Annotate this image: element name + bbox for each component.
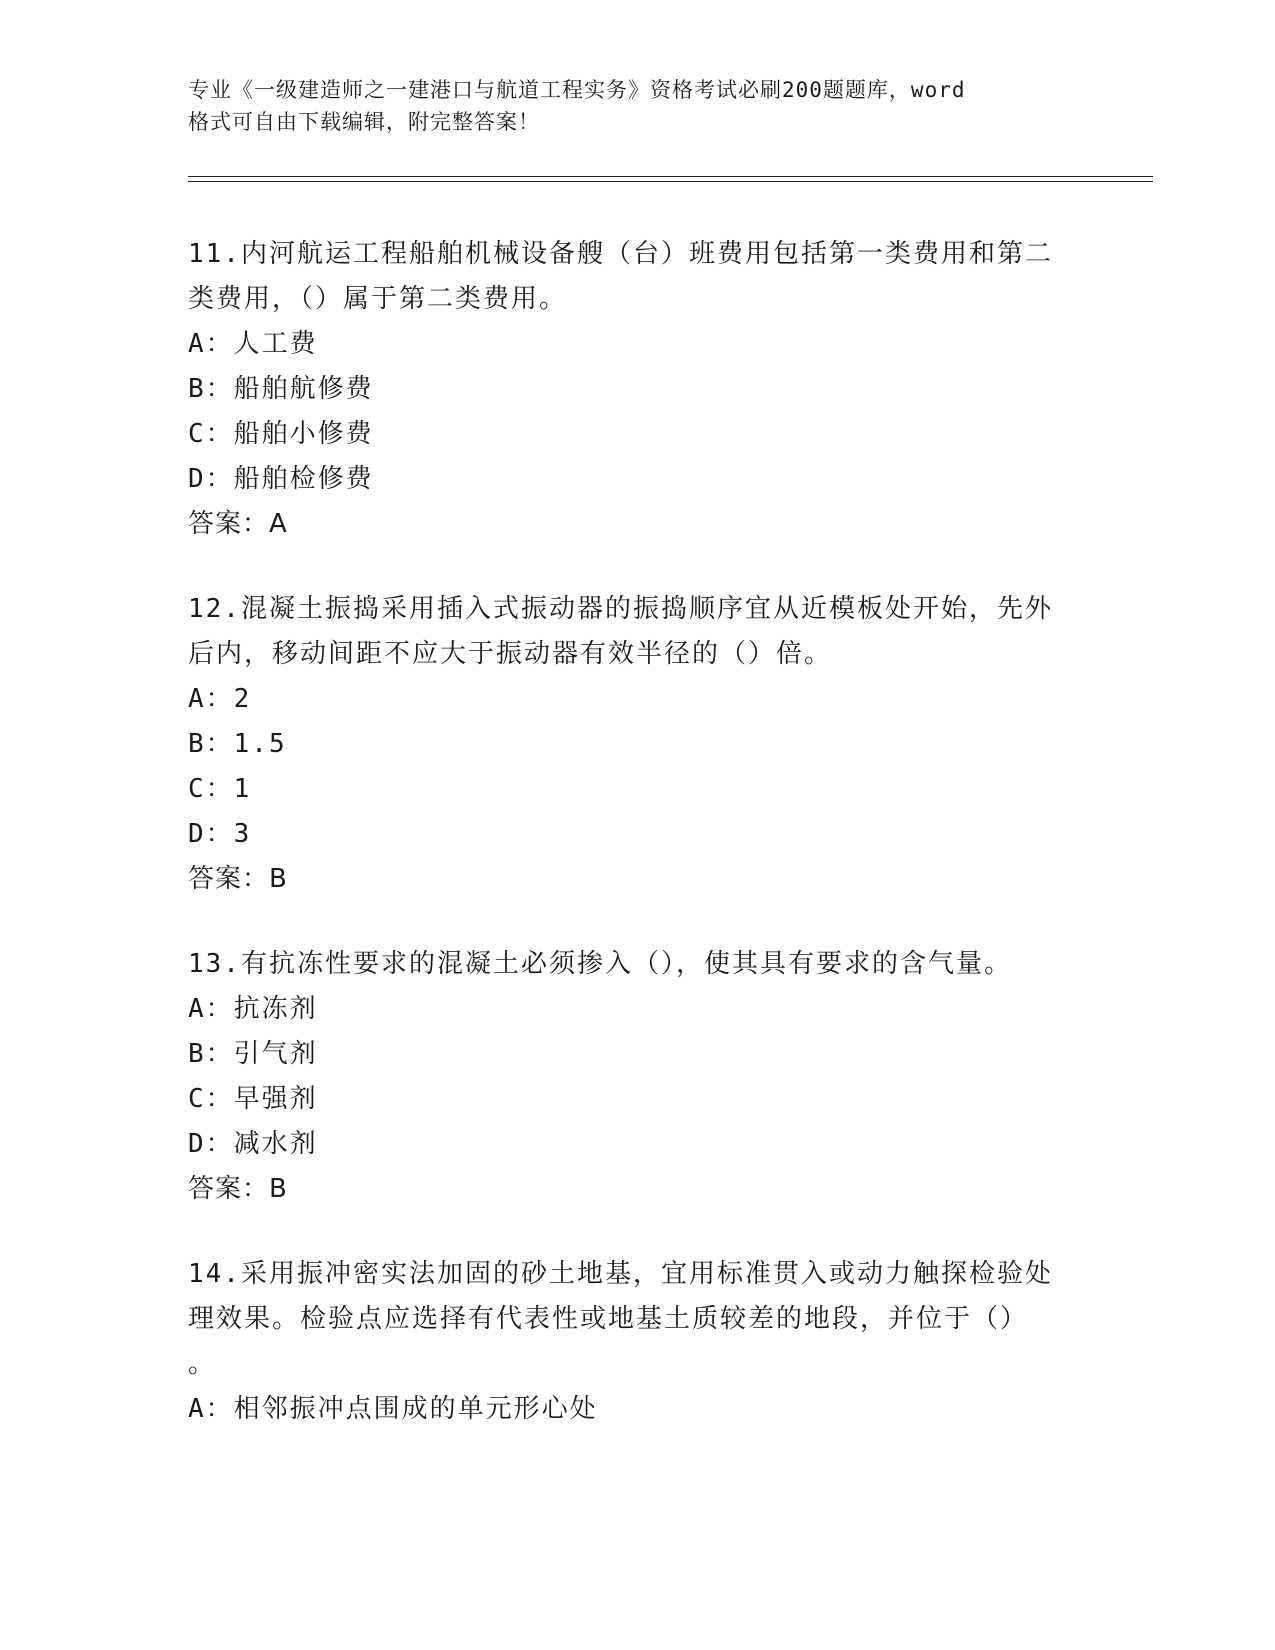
option-d: D：船舶检修费 bbox=[188, 464, 374, 494]
question-stem-line: 后内，移动间距不应大于振动器有效半径的（）倍。 bbox=[188, 639, 833, 669]
option-b: B：1.5 bbox=[188, 729, 287, 759]
question-stem bbox=[188, 232, 1088, 322]
question-list bbox=[188, 232, 1088, 1472]
option-d: D：减水剂 bbox=[188, 1129, 318, 1159]
question-stem-line: 理效果。检验点应选择有代表性或地基土质较差的地段，并位于（） bbox=[188, 1304, 1029, 1334]
answer-label: 答案：B bbox=[188, 864, 288, 894]
question-stem bbox=[188, 942, 1088, 987]
question-stem-line: 类费用，（）属于第二类费用。 bbox=[188, 284, 568, 314]
option-c: C：早强剂 bbox=[188, 1084, 318, 1114]
question-13 bbox=[188, 942, 1088, 1212]
option-b: B：船舶航修费 bbox=[188, 374, 374, 404]
option-a: A：抗冻剂 bbox=[188, 994, 318, 1024]
question-stem bbox=[188, 587, 1088, 677]
option-a: A：人工费 bbox=[188, 329, 318, 359]
question-stem-line: 11.内河航运工程船舶机械设备艘（台）班费用包括第一类费用和第二 bbox=[188, 239, 1053, 269]
header-title-line-1: 专业《一级建造师之一建港口与航道工程实务》资格考试必刷200题题库，word bbox=[188, 78, 966, 102]
question-stem-line: 13.有抗冻性要求的混凝土必须掺入（），使其具有要求的含气量。 bbox=[188, 949, 1012, 979]
answer-label: 答案：A bbox=[188, 509, 288, 539]
header-divider-bottom bbox=[188, 181, 1153, 182]
question-stem bbox=[188, 1252, 1088, 1387]
question-12 bbox=[188, 587, 1088, 902]
question-11 bbox=[188, 232, 1088, 547]
question-stem-line: 14.采用振冲密实法加固的砂土地基，宜用标准贯入或动力触探检验处 bbox=[188, 1259, 1053, 1289]
question-14 bbox=[188, 1252, 1088, 1432]
question-stem-line: 。 bbox=[188, 1349, 217, 1379]
header-divider-top bbox=[188, 176, 1153, 177]
option-a: A：相邻振冲点围成的单元形心处 bbox=[188, 1394, 598, 1424]
answer-label: 答案：B bbox=[188, 1174, 288, 1204]
question-stem-line: 12.混凝土振捣采用插入式振动器的振捣顺序宜从近模板处开始，先外 bbox=[188, 594, 1053, 624]
option-a: A：2 bbox=[188, 684, 252, 714]
document-header bbox=[188, 74, 1088, 138]
option-c: C：1 bbox=[188, 774, 252, 804]
option-b: B：引气剂 bbox=[188, 1039, 318, 1069]
option-c: C：船舶小修费 bbox=[188, 419, 374, 449]
option-d: D：3 bbox=[188, 819, 252, 849]
header-title-line-2: 格式可自由下载编辑，附完整答案！ bbox=[188, 110, 540, 134]
